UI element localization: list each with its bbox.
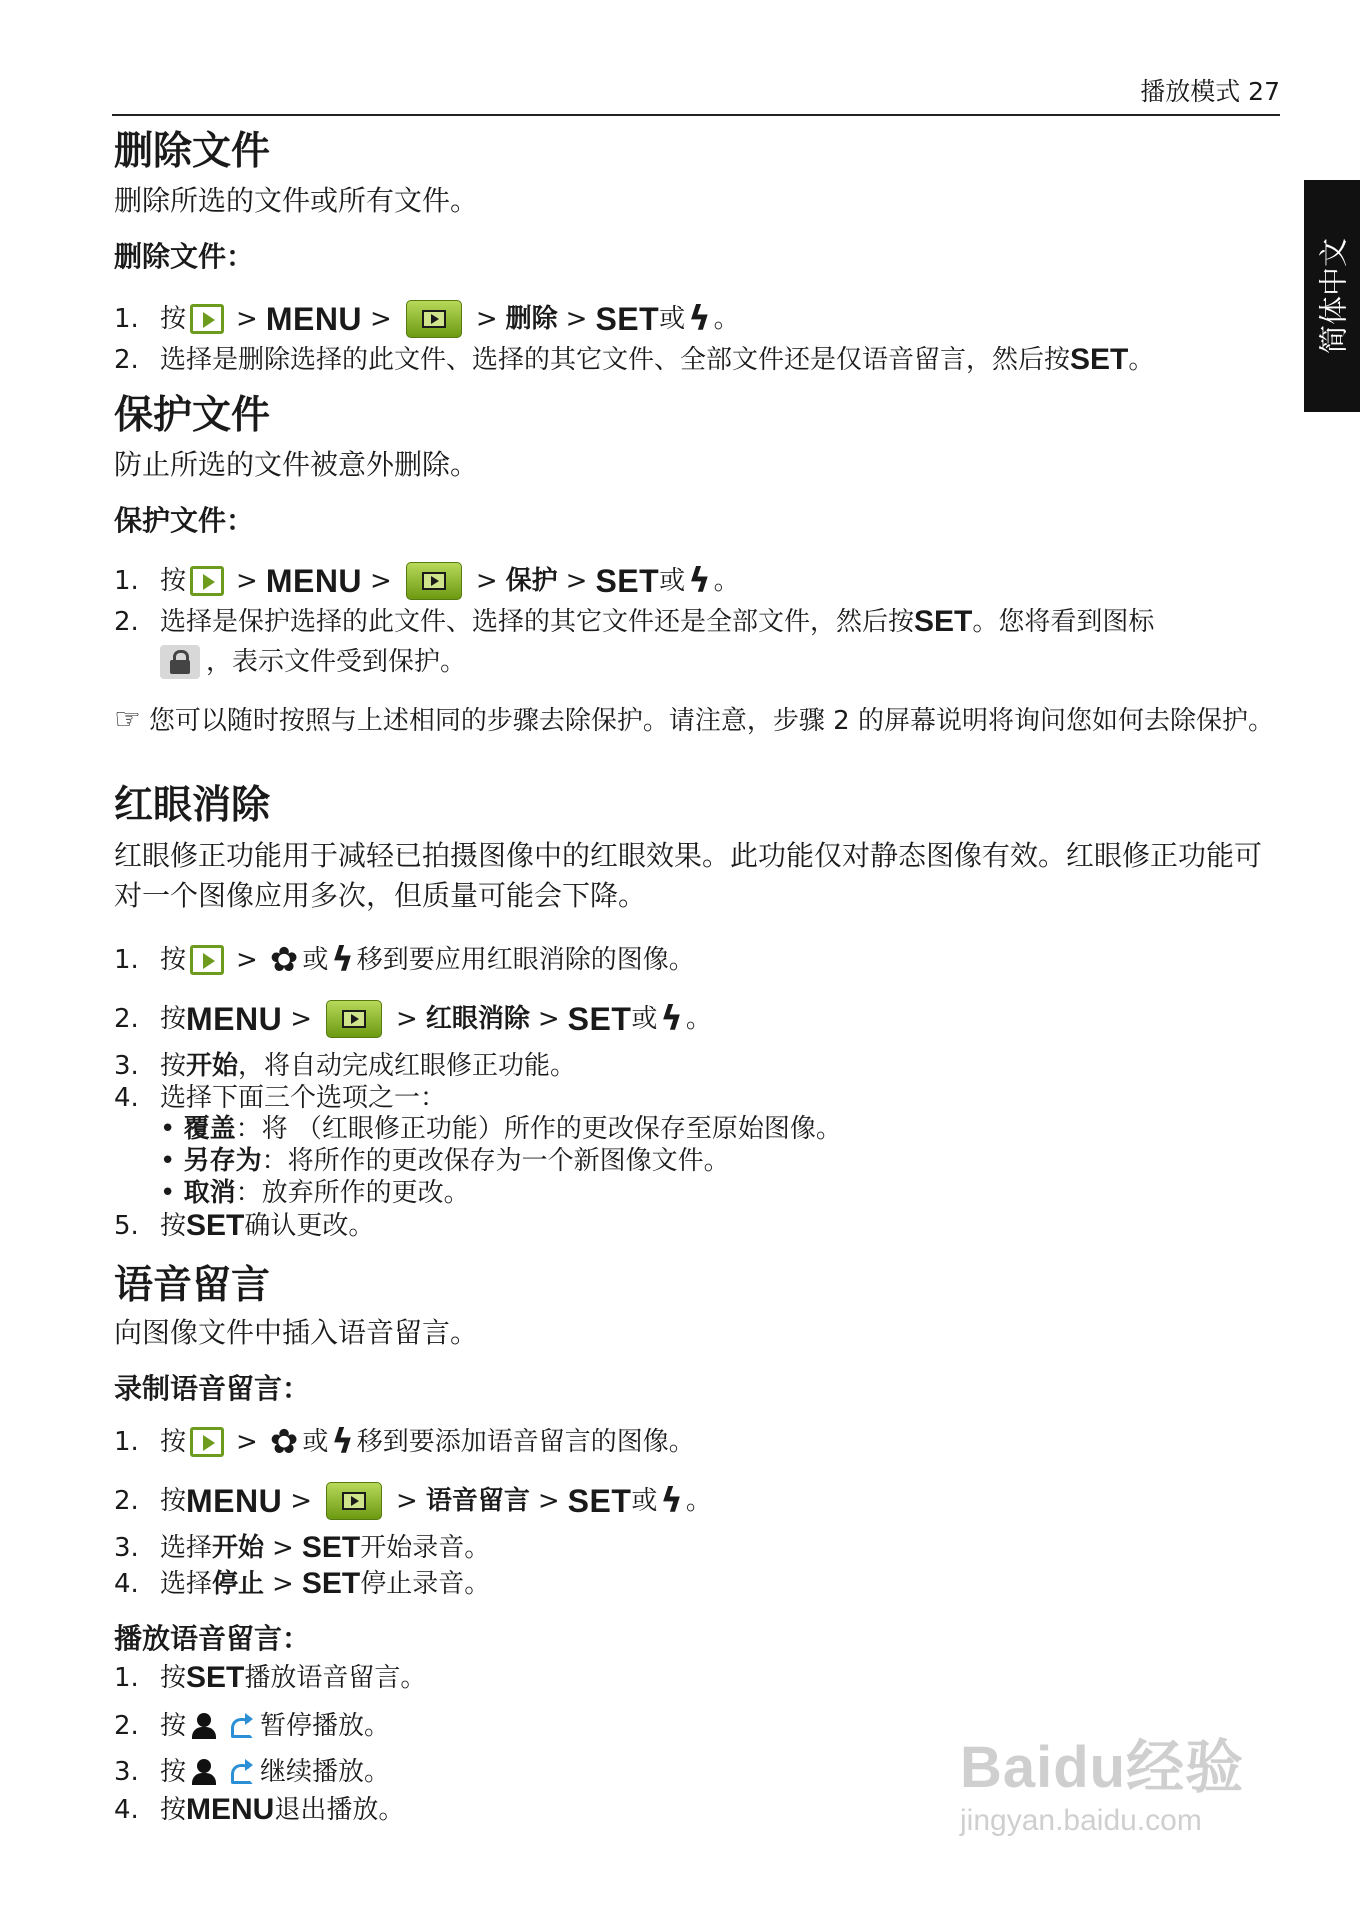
voice-record-step-2 <box>114 1482 712 1520</box>
arrow-separator: > <box>272 1533 294 1563</box>
menu-playback-icon <box>406 562 462 600</box>
note-hand-icon: ☞ <box>114 702 141 737</box>
voice-play-step-1 <box>114 1660 426 1696</box>
menu-playback-icon <box>406 300 462 338</box>
step-text: 按 <box>160 566 187 596</box>
section-title-delete: 删除文件 <box>114 129 271 174</box>
set-key-label: SET <box>186 1661 245 1694</box>
redeye-option-saveas <box>160 1144 730 1178</box>
menu-key-label: MENU <box>265 563 363 599</box>
step-text: 播放语音留言。 <box>244 1663 427 1693</box>
option-label: 覆盖 <box>183 1114 236 1144</box>
section-title-voice: 语音留言 <box>114 1263 271 1308</box>
baidu-watermark <box>960 1720 1260 1860</box>
or-text: 或 <box>631 1004 658 1034</box>
voice-play-step-4 <box>114 1792 404 1828</box>
step-number: 1. <box>114 304 139 334</box>
rotate-icon <box>225 1757 257 1787</box>
step-keyword: 停止 <box>212 1569 265 1599</box>
menu-key-label: MENU <box>265 301 363 337</box>
flash-icon: ϟ <box>688 299 711 339</box>
flash-icon: ϟ <box>331 1422 354 1462</box>
language-side-tab <box>1304 180 1360 412</box>
redeye-step-3 <box>114 1048 576 1084</box>
option-label: 另存为 <box>183 1146 262 1176</box>
step-text: 暂停播放。 <box>260 1711 391 1741</box>
voice-record-step-4 <box>114 1566 490 1602</box>
subheading-delete: 删除文件： <box>114 240 255 273</box>
menu-item-label: 语音留言 <box>425 1486 530 1516</box>
step-text: 按 <box>160 1486 187 1516</box>
arrow-separator: > <box>537 1004 560 1034</box>
arrow-separator: > <box>236 1427 258 1457</box>
subheading-protect: 保护文件： <box>114 504 255 537</box>
or-text: 或 <box>302 1427 329 1457</box>
step-text: ，将自动完成红眼修正功能。 <box>238 1051 577 1081</box>
arrow-separator: > <box>236 566 258 596</box>
step-text: 选择 <box>160 1569 213 1599</box>
step-text: ，表示文件受到保护。 <box>206 647 467 677</box>
redeye-step-5 <box>114 1208 374 1244</box>
step-text: 按 <box>160 1757 187 1787</box>
subheading-record-voice: 录制语音留言： <box>114 1372 311 1405</box>
step-text: 退出播放。 <box>274 1795 405 1825</box>
menu-key-label: MENU <box>186 1483 283 1519</box>
menu-item-label: 保护 <box>505 566 558 596</box>
delete-step-1 <box>114 300 740 338</box>
section-desc-voice: 向图像文件中插入语音留言。 <box>114 1316 479 1349</box>
flash-icon: ϟ <box>688 561 711 601</box>
redeye-step-4 <box>114 1080 446 1116</box>
protect-note <box>114 702 1274 739</box>
option-text: ：放弃所作的更改。 <box>235 1178 470 1208</box>
page-header <box>112 74 1280 116</box>
arrow-separator: > <box>565 566 588 596</box>
step-number: 4. <box>114 1569 139 1599</box>
menu-key-label: MENU <box>186 1001 283 1037</box>
step-text: 选择 <box>160 1533 213 1563</box>
arrow-separator: > <box>396 1486 418 1516</box>
or-text: 或 <box>631 1486 658 1516</box>
page-header-title: 播放模式 27 <box>1140 77 1280 106</box>
or-text: 或 <box>659 304 686 334</box>
step-number: 1. <box>114 945 139 975</box>
step-number: 4. <box>114 1083 139 1113</box>
bullet: • <box>160 1146 176 1176</box>
redeye-option-overwrite <box>160 1112 842 1146</box>
step-end: 。 <box>713 566 740 596</box>
step-number: 1. <box>114 1427 139 1457</box>
arrow-separator: > <box>475 566 498 596</box>
set-key-label: SET <box>186 1209 245 1242</box>
menu-item-label: 红眼消除 <box>425 1004 530 1034</box>
step-number: 2. <box>114 1486 139 1516</box>
step-text: 开始录音。 <box>360 1533 491 1563</box>
step-text: 按 <box>160 1427 187 1457</box>
section-desc-protect: 防止所选的文件被意外删除。 <box>114 448 479 481</box>
subheading-play-voice: 播放语音留言： <box>114 1622 311 1655</box>
step-number: 1. <box>114 1663 139 1693</box>
watermark-url: jingyan.baidu.com <box>960 1804 1202 1837</box>
play-mode-icon <box>190 566 224 596</box>
step-number: 3. <box>114 1533 139 1563</box>
step-number: 5. <box>114 1211 139 1241</box>
section-desc-delete: 删除所选的文件或所有文件。 <box>114 184 479 217</box>
step-end: 。 <box>1128 345 1155 375</box>
set-key-label: SET <box>301 1567 361 1600</box>
menu-key-label: MENU <box>186 1793 275 1826</box>
menu-playback-icon <box>326 1482 382 1520</box>
step-text: 按 <box>160 1663 187 1693</box>
set-key-label: SET <box>567 1483 632 1519</box>
delete-step-2 <box>114 342 1154 378</box>
step-number: 1. <box>114 566 139 596</box>
section-desc-redeye: 红眼修正功能用于减轻已拍摄图像中的红眼效果。此功能仅对静态图像有效。红眼修正功能可对一个图像应用多次，但质量可能会下降。 <box>114 839 1263 912</box>
step-text: 确认更改。 <box>244 1211 375 1241</box>
step-text: 按 <box>160 1211 187 1241</box>
set-key-label: SET <box>1070 343 1129 376</box>
protect-step-1 <box>114 562 740 600</box>
arrow-separator: > <box>396 1004 418 1034</box>
protect-step-2-line2 <box>160 644 466 680</box>
step-text: 选择是删除选择的此文件、选择的其它文件、全部文件还是仅语音留言，然后按 <box>160 345 1071 375</box>
set-key-label: SET <box>301 1531 361 1564</box>
or-text: 或 <box>659 566 686 596</box>
voice-record-step-3 <box>114 1530 490 1566</box>
step-text: 选择下面三个选项之一： <box>160 1083 447 1113</box>
redeye-option-cancel <box>160 1176 470 1210</box>
step-number: 4. <box>114 1795 139 1825</box>
step-text: 按 <box>160 1711 187 1741</box>
menu-playback-icon <box>326 1000 382 1038</box>
option-label: 取消 <box>183 1178 236 1208</box>
rotate-icon <box>225 1711 257 1741</box>
voice-play-step-2 <box>114 1708 390 1744</box>
step-end: 。 <box>685 1486 712 1516</box>
step-text: 停止录音。 <box>360 1569 491 1599</box>
arrow-separator: > <box>565 304 588 334</box>
step-text: 选择是保护选择的此文件、选择的其它文件还是全部文件，然后按 <box>160 607 915 637</box>
play-mode-icon <box>190 1427 224 1457</box>
bullet: • <box>160 1114 176 1144</box>
step-number: 3. <box>114 1757 139 1787</box>
step-end: 。 <box>713 304 740 334</box>
step-text: 按 <box>160 1051 187 1081</box>
step-number: 2. <box>114 345 139 375</box>
step-end: 。 <box>685 1004 712 1034</box>
step-number: 3. <box>114 1051 139 1081</box>
redeye-step-2 <box>114 1000 712 1038</box>
or-text: 或 <box>302 945 329 975</box>
voice-record-step-1 <box>114 1424 695 1460</box>
step-text: 按 <box>160 1004 187 1034</box>
play-mode-icon <box>190 304 224 334</box>
step-text: 移到要添加语音留言的图像。 <box>356 1427 695 1457</box>
set-key-label: SET <box>595 301 660 337</box>
note-text: 您可以随时按照与上述相同的步骤去除保护。请注意，步骤 2 的屏幕说明将询问您如何去除保护。 <box>148 706 1274 736</box>
step-keyword: 开始 <box>212 1533 265 1563</box>
protect-step-2 <box>114 604 1154 640</box>
macro-icon: ✿ <box>269 940 299 980</box>
play-mode-icon <box>190 945 224 975</box>
step-text-cont: 。您将看到图标 <box>972 607 1155 637</box>
arrow-separator: > <box>290 1486 313 1516</box>
step-text: 移到要应用红眼消除的图像。 <box>356 945 695 975</box>
arrow-separator: > <box>370 304 392 334</box>
watermark-brand: Baidu经验 <box>960 1735 1245 1800</box>
macro-icon: ✿ <box>269 1422 299 1462</box>
flash-icon: ϟ <box>331 940 354 980</box>
set-key-label: SET <box>567 1001 632 1037</box>
step-keyword: 开始 <box>186 1051 239 1081</box>
section-title-protect: 保护文件 <box>114 393 271 438</box>
menu-item-label: 删除 <box>505 304 558 334</box>
flash-icon: ϟ <box>660 999 683 1039</box>
arrow-separator: > <box>537 1486 560 1516</box>
arrow-separator: > <box>236 304 258 334</box>
bullet: • <box>160 1178 176 1208</box>
arrow-separator: > <box>272 1569 294 1599</box>
step-number: 2. <box>114 1004 139 1034</box>
lock-icon <box>160 645 200 679</box>
arrow-separator: > <box>475 304 498 334</box>
step-number: 2. <box>114 1711 139 1741</box>
voice-play-step-3 <box>114 1754 390 1790</box>
flash-icon: ϟ <box>660 1481 683 1521</box>
set-key-label: SET <box>914 605 973 638</box>
step-number: 2. <box>114 607 139 637</box>
set-key-label: SET <box>595 563 660 599</box>
arrow-separator: > <box>290 1004 313 1034</box>
language-side-tab-label: 简体中文 <box>1316 237 1351 355</box>
step-text: 继续播放。 <box>260 1757 391 1787</box>
arrow-separator: > <box>236 945 258 975</box>
redeye-step-1 <box>114 942 695 978</box>
person-icon <box>189 1712 219 1740</box>
step-text: 按 <box>160 1795 187 1825</box>
step-text: 按 <box>160 945 187 975</box>
person-icon <box>189 1758 219 1786</box>
option-text: ：将 （红眼修正功能）所作的更改保存至原始图像。 <box>235 1114 842 1144</box>
section-title-redeye: 红眼消除 <box>114 783 271 828</box>
arrow-separator: > <box>370 566 392 596</box>
option-text: ：将所作的更改保存为一个新图像文件。 <box>261 1146 730 1176</box>
step-text: 按 <box>160 304 187 334</box>
